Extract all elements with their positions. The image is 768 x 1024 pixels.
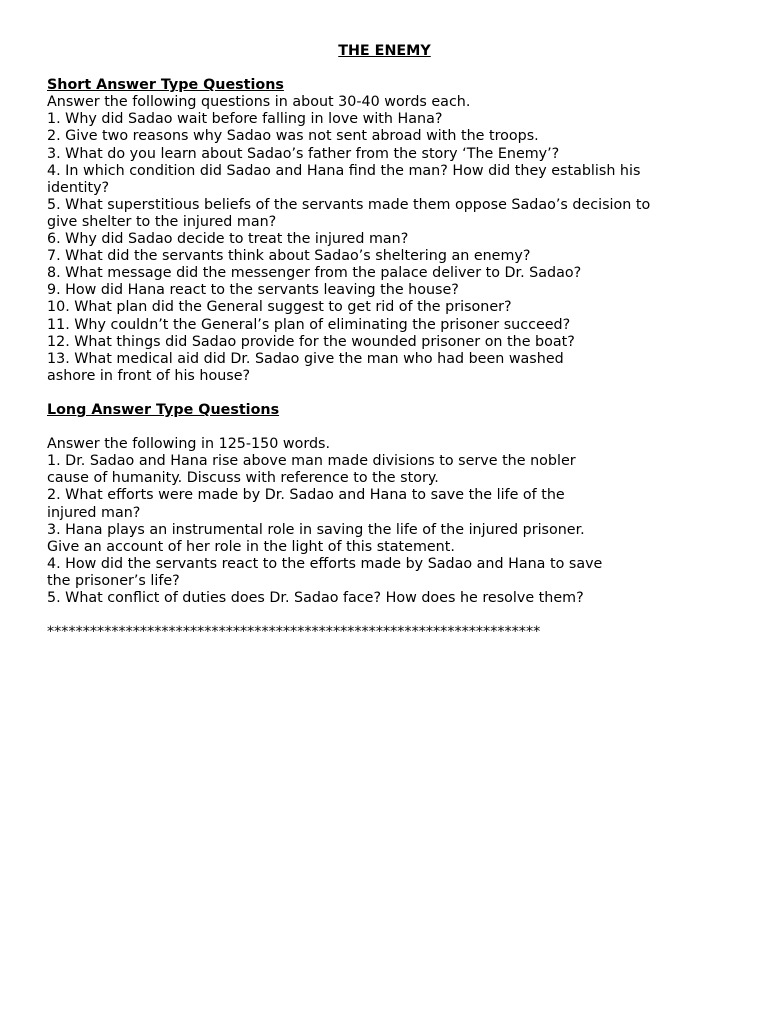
long-question-line: 5. What conflict of duties does Dr. Sadao face? How does he resolve them? bbox=[47, 590, 584, 606]
document-page bbox=[47, 43, 727, 641]
short-question-line: 3. What do you learn about Sadao’s father from the story ‘The Enemy’? bbox=[47, 145, 560, 162]
long-question-line: injured man? bbox=[47, 504, 141, 521]
spacer bbox=[47, 385, 727, 402]
separator-line: ********************************************************************* bbox=[47, 624, 541, 641]
spacer bbox=[47, 607, 727, 624]
long-question-line: 3. Hana plays an instrumental role in saving the life of the injured prisoner. bbox=[47, 521, 585, 538]
short-question-line: 1. Why did Sadao wait before falling in love with Hana? bbox=[47, 111, 443, 128]
long-question-line: cause of humanity. Discuss with reference to the story. bbox=[47, 470, 439, 487]
long-question-line: 2. What efforts were made by Dr. Sadao and Hana to save the life of the bbox=[47, 487, 565, 504]
short-question-line: give shelter to the injured man? bbox=[47, 213, 277, 230]
short-answer-heading: Short Answer Type Questions bbox=[47, 77, 284, 94]
short-answer-instruction: Answer the following questions in about 30-40 words each. bbox=[47, 94, 471, 111]
spacer bbox=[47, 419, 727, 436]
short-question-line: 10. What plan did the General suggest to get rid of the prisoner? bbox=[47, 299, 512, 316]
long-question-line: 1. Dr. Sadao and Hana rise above man made divisions to serve the nobler bbox=[47, 453, 576, 470]
long-question-line: the prisoner’s life? bbox=[47, 572, 180, 589]
short-question-line: 5. What superstitious beliefs of the servants made them oppose Sadao’s decision to bbox=[47, 196, 651, 213]
long-answer-instruction: Answer the following in 125-150 words. bbox=[47, 436, 331, 453]
short-question-line: 12. What things did Sadao provide for the wounded prisoner on the boat? bbox=[47, 333, 575, 350]
short-question-line: 6. Why did Sadao decide to treat the injured man? bbox=[47, 231, 409, 248]
short-question-line: 8. What message did the messenger from the palace deliver to Dr. Sadao? bbox=[47, 265, 582, 282]
spacer bbox=[47, 60, 727, 77]
short-question-line: ashore in front of his house? bbox=[47, 367, 251, 384]
short-question-line: identity? bbox=[47, 179, 110, 196]
document-title: THE ENEMY bbox=[338, 43, 431, 59]
short-question-line: 2. Give two reasons why Sadao was not sent abroad with the troops. bbox=[47, 128, 539, 145]
long-question-line: Give an account of her role in the light of this statement. bbox=[47, 538, 455, 555]
short-question-line: 9. How did Hana react to the servants leaving the house? bbox=[47, 282, 459, 299]
short-question-line: 4. In which condition did Sadao and Hana find the man? How did they establish his bbox=[47, 162, 641, 179]
short-question-line: 7. What did the servants think about Sadao’s sheltering an enemy? bbox=[47, 248, 531, 265]
long-answer-heading: Long Answer Type Questions bbox=[47, 401, 280, 418]
long-question-line: 4. How did the servants react to the efforts made by Sadao and Hana to save bbox=[47, 555, 603, 572]
short-question-line: 13. What medical aid did Dr. Sadao give the man who had been washed bbox=[47, 350, 564, 367]
short-question-line: 11. Why couldn’t the General’s plan of eliminating the prisoner succeed? bbox=[47, 316, 571, 333]
